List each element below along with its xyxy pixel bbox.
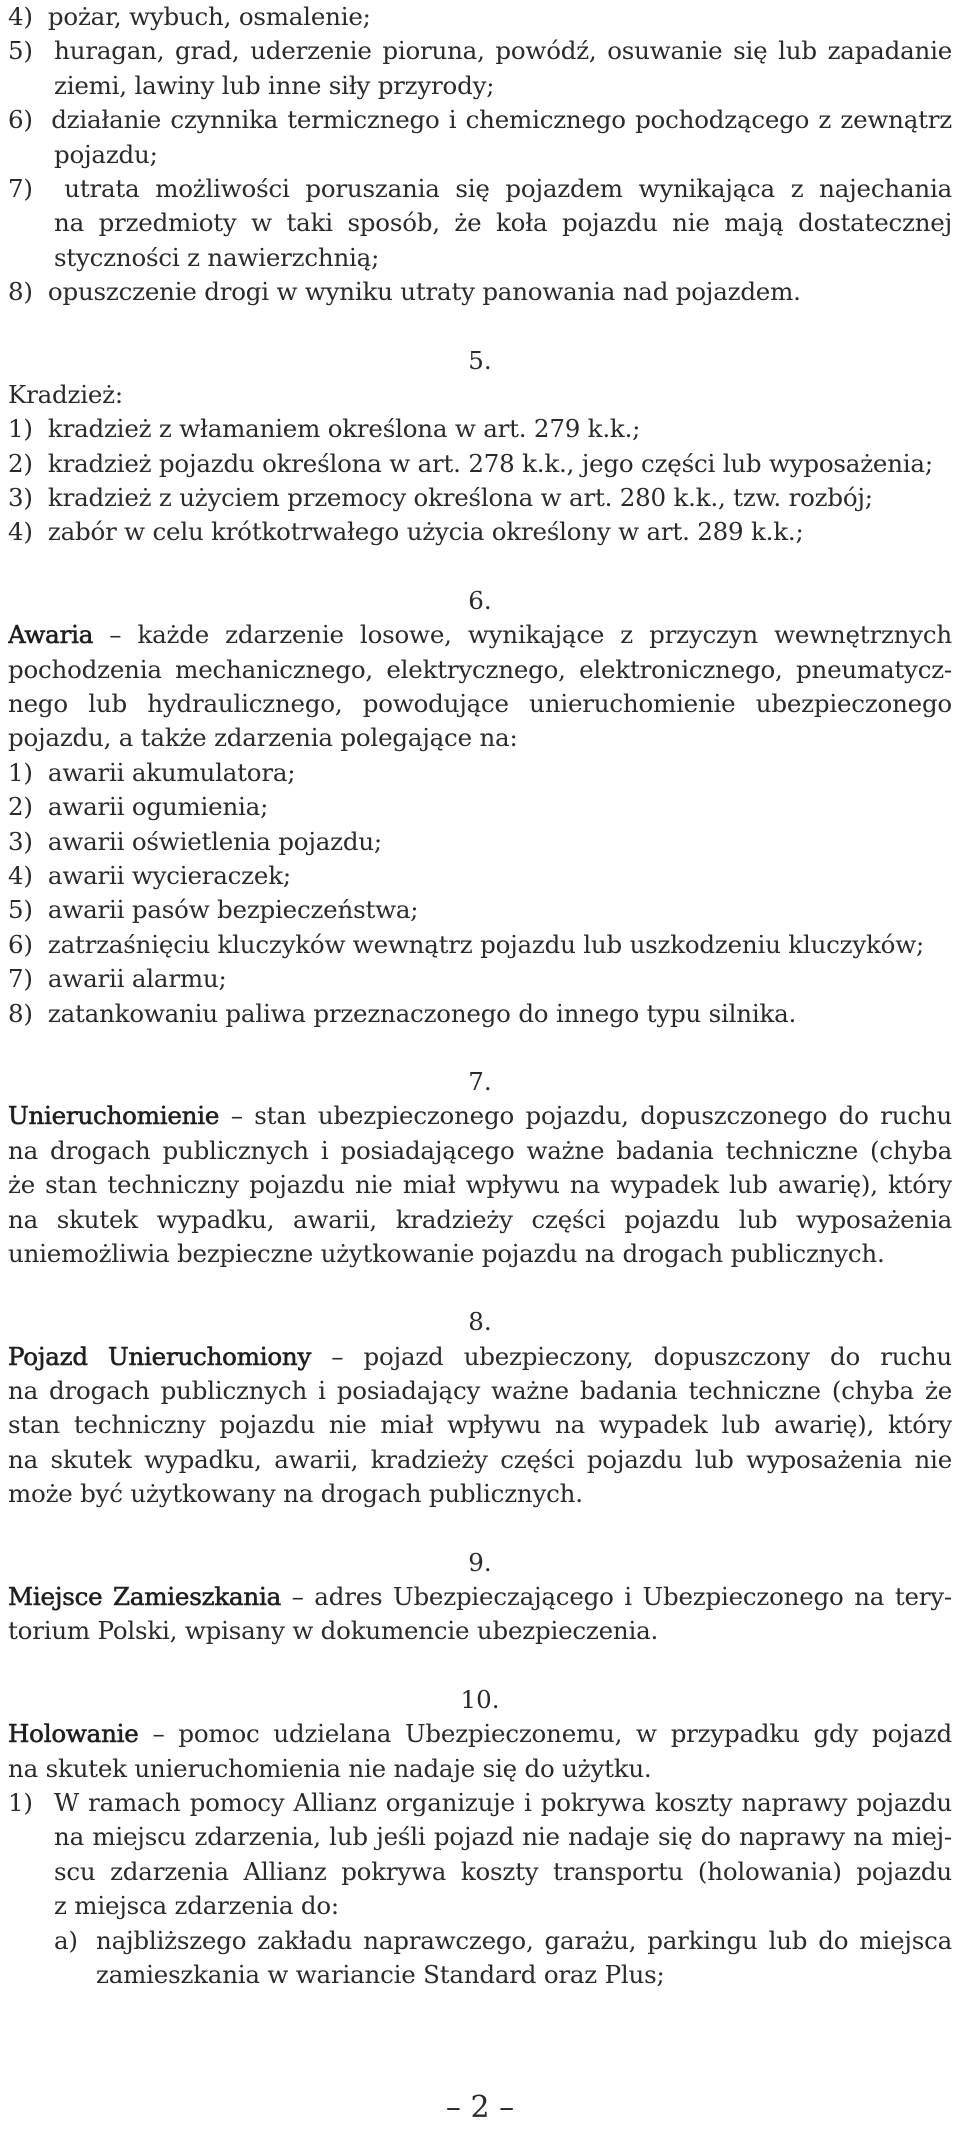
list-item: 1) awarii akumulatora; (8, 757, 296, 787)
list-item: 8) opuszczenie drogi w wyniku utraty panowania nad pojazdem. (8, 277, 801, 307)
list-item: 5) awarii pasów bezpieczeństwa; (8, 895, 419, 925)
list-item-continuation: na przedmioty w taki sposób, że koła pojazdu nie mają dostatecznej (54, 208, 952, 238)
list-item-continuation: styczności z nawierzchnią; (54, 242, 380, 272)
list-item: 7) utrata możliwości poruszania się pojazdem wynikająca z najechania (8, 173, 952, 203)
list-item-continuation: z miejsca zdarzenia do: (54, 1891, 339, 1921)
list-item: 3) awarii oświetlenia pojazdu; (8, 826, 382, 856)
definition-line: na drogach publicznych i posiadającego ważne badania techniczne (chyba (8, 1135, 952, 1165)
definition-line: na drogach publicznych i posiadający ważne badania techniczne (chyba że (8, 1376, 952, 1406)
definition-line: uniemożliwia bezpieczne użytkowanie pojazdu na drogach publicznych. (8, 1238, 885, 1268)
definition-line: torium Polski, wpisany w dokumencie ubezpieczenia. (8, 1616, 659, 1646)
definition-line: pojazdu, a także zdarzenia polegające na: (8, 723, 518, 753)
definition-text: – stan ubezpieczonego pojazdu, dopuszczonego do ruchu (219, 1101, 952, 1131)
definition-text: – każde zdarzenie losowe, wynikające z przyczyn wewnętrznych (93, 620, 952, 650)
section-7 (8, 1065, 960, 1271)
definition-line: może być użytkowany na drogach publicznych. (8, 1479, 583, 1509)
definition-first-line (8, 1099, 952, 1133)
definition-first-line (8, 1340, 952, 1374)
section-number: 9. (468, 1547, 492, 1577)
list-item: 7) awarii alarmu; (8, 964, 227, 994)
list-item-continuation: pojazdu; (54, 139, 158, 169)
list-item: 4) pożar, wybuch, osmalenie; (8, 2, 371, 31)
section-heading: Kradzież: (8, 379, 123, 409)
defined-term: Holowanie (8, 1719, 139, 1749)
definition-line: że stan techniczny pojazdu nie miał wpływu na wypadek lub awarię), który (8, 1170, 952, 1200)
section-10 (8, 1683, 960, 1993)
section-5 (8, 344, 960, 550)
sub-list-item-continuation: zamieszkania w wariancie Standard oraz Plus; (96, 1959, 665, 1989)
section-number: 5. (468, 345, 492, 375)
list-item: 3) kradzież z użyciem przemocy określona w art. 280 k.k., tzw. rozbój; (8, 483, 873, 513)
definition-line: na skutek wypadku, awarii, kradzieży części pojazdu lub wyposażenia (8, 1204, 952, 1234)
definition-first-line (8, 1580, 952, 1614)
section-6 (8, 584, 960, 1031)
sub-list-item (8, 1924, 952, 1958)
list-item: 4) zabór w celu krótkotrwałego użycia określony w art. 289 k.k.; (8, 517, 804, 547)
section-number: 10. (460, 1684, 500, 1714)
list-item: 5) huragan, grad, uderzenie pioruna, powódź, osuwanie się lub zapadanie (8, 36, 952, 66)
list-item-continuation: na miejscu zdarzenia, lub jeśli pojazd nie nadaje się do naprawy na miej- (54, 1822, 952, 1852)
list-item: 6) działanie czynnika termicznego i chemicznego pochodzącego z zewnątrz (8, 105, 952, 135)
list-item: 1) kradzież z włamaniem określona w art. 279 k.k.; (8, 414, 641, 444)
definition-line: nego lub hydraulicznego, powodujące unieruchomienie ubezpieczonego (8, 689, 952, 719)
section-number: 8. (468, 1307, 492, 1337)
definition-line: na skutek unieruchomienia nie nadaje się do użytku. (8, 1753, 652, 1783)
definition-line: na skutek wypadku, awarii, kradzieży części pojazdu lub wyposażenia nie (8, 1444, 952, 1474)
definition-text: – pojazd ubezpieczony, dopuszczony do ruchu (311, 1341, 952, 1371)
section-8 (8, 1305, 960, 1511)
list-item: 4) awarii wycieraczek; (8, 860, 291, 890)
list-item-text: W ramach pomocy Allianz organizuje i pokrywa koszty naprawy pojazdu (54, 1787, 952, 1817)
defined-term: Pojazd Unieruchomiony (8, 1341, 312, 1371)
list-item: 6) zatrzaśnięciu kluczyków wewnątrz pojazdu lub uszkodzeniu kluczyków; (8, 929, 925, 959)
list-item: 2) kradzież pojazdu określona w art. 278 k.k., jego części lub wyposażenia; (8, 448, 933, 478)
list-item: 2) awarii ogumienia; (8, 792, 269, 822)
definition-text: – pomoc udzielana Ubezpieczonemu, w przypadku gdy pojazd (138, 1719, 952, 1749)
list-item-continuation: scu zdarzenia Allianz pokrywa koszty transportu (holowania) pojazdu (54, 1856, 952, 1886)
list-item: 8) zatankowaniu paliwa przeznaczonego do innego typu silnika. (8, 998, 797, 1028)
definition-line: pochodzenia mechanicznego, elektrycznego, elektronicznego, pneumatycz- (8, 654, 952, 684)
definition-line: stan techniczny pojazdu nie miał wpływu na wypadek lub awarię), który (8, 1410, 952, 1440)
defined-term: Miejsce Zamieszkania (8, 1582, 281, 1612)
definition-first-line (8, 1717, 952, 1751)
definition-text: – adres Ubezpieczającego i Ubezpieczonego na tery- (281, 1582, 952, 1612)
list-number: 1) (8, 1787, 33, 1817)
section-number: 6. (468, 585, 492, 615)
section-9 (8, 1546, 960, 1649)
continued-list (8, 0, 960, 310)
section-number: 7. (468, 1066, 492, 1096)
sub-list-item-text: najbliższego zakładu naprawczego, garażu, parkingu lub do miejsca (96, 1925, 952, 1955)
defined-term: Unieruchomienie (8, 1101, 220, 1131)
list-item-continuation: ziemi, lawiny lub inne siły przyrody; (54, 70, 495, 100)
sub-list-letter: a) (54, 1925, 78, 1955)
list-item (8, 1786, 952, 1820)
page-number: – 2 – (445, 2090, 515, 2125)
definition-first-line (8, 618, 952, 652)
defined-term: Awaria (8, 620, 94, 650)
